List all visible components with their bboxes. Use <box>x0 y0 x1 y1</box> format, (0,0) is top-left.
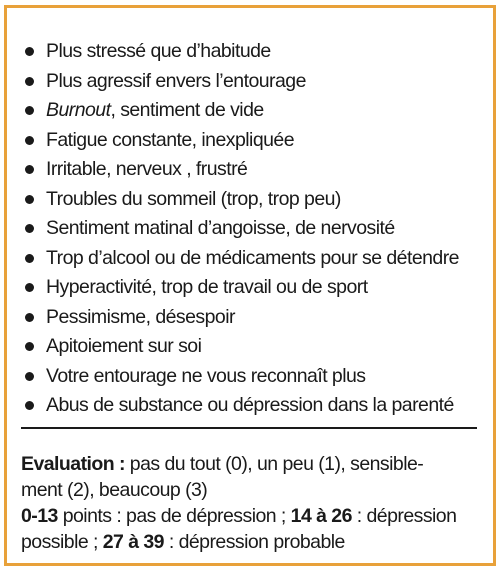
symptom-text: Votre entourage ne vous reconnaît plus <box>46 364 366 387</box>
bullet-icon <box>25 106 34 115</box>
bullet-icon <box>25 136 34 145</box>
bullet-icon <box>25 342 34 351</box>
list-item <box>21 362 479 392</box>
list-item <box>21 391 479 421</box>
bullet-icon <box>25 401 34 410</box>
symptom-text: Irritable, nerveux , frustré <box>46 158 248 181</box>
symptom-text-italic: Burnout <box>46 99 111 122</box>
bullet-icon <box>25 195 34 204</box>
bullet-icon <box>25 77 34 86</box>
list-item <box>21 244 479 274</box>
list-item <box>21 155 479 185</box>
bullet-icon <box>25 372 34 381</box>
bullet-icon <box>25 313 34 322</box>
symptom-text: Hyperactivité, trop de travail ou de sport <box>46 276 368 299</box>
symptom-box <box>4 5 496 566</box>
evaluation-line-2: ment (2), beaucoup (3) <box>21 478 208 501</box>
divider <box>21 427 477 429</box>
symptom-text: Trop d’alcool ou de médicaments pour se détendre <box>46 246 459 269</box>
bullet-icon <box>25 283 34 292</box>
symptom-text: Pessimisme, désespoir <box>46 305 235 328</box>
score-text-4: : dépression probable <box>163 530 345 553</box>
symptom-text: Abus de substance ou dépression dans la parenté <box>46 394 454 417</box>
score-text-2: : dépression <box>351 504 457 527</box>
evaluation-line-1: pas du tout (0), un peu (1), sensible- <box>124 452 424 475</box>
list-item <box>21 332 479 362</box>
score-text-3: possible ; <box>21 530 103 553</box>
score-range-2: 14 à 26 <box>290 504 352 527</box>
list-item <box>21 273 479 303</box>
score-paragraph <box>21 503 479 555</box>
score-range-3: 27 à 39 <box>102 530 164 553</box>
symptom-text: Troubles du sommeil (trop, trop peu) <box>46 187 341 210</box>
symptom-text: , sentiment de vide <box>110 99 264 122</box>
symptom-text: Fatigue constante, inexpliquée <box>46 128 295 151</box>
symptom-text: Plus agressif envers l’entourage <box>46 69 306 92</box>
list-item <box>21 126 479 156</box>
list-item <box>21 303 479 333</box>
symptom-list <box>21 37 479 421</box>
evaluation-paragraph <box>21 451 479 503</box>
list-item <box>21 37 479 67</box>
score-range-1: 0-13 <box>21 504 58 527</box>
evaluation-label: Evaluation : <box>21 452 125 475</box>
symptom-text: Plus stressé que d’habitude <box>46 40 271 63</box>
bullet-icon <box>25 165 34 174</box>
bullet-icon <box>25 224 34 233</box>
bullet-icon <box>25 254 34 263</box>
symptom-text: Apitoiement sur soi <box>46 335 202 358</box>
bullet-icon <box>25 47 34 56</box>
list-item <box>21 214 479 244</box>
list-item <box>21 185 479 215</box>
score-text-1: points : pas de dépression ; <box>57 504 291 527</box>
list-item <box>21 96 479 126</box>
scoring-section <box>21 451 479 555</box>
symptom-text: Sentiment matinal d’angoisse, de nervosité <box>46 217 395 240</box>
list-item <box>21 67 479 97</box>
